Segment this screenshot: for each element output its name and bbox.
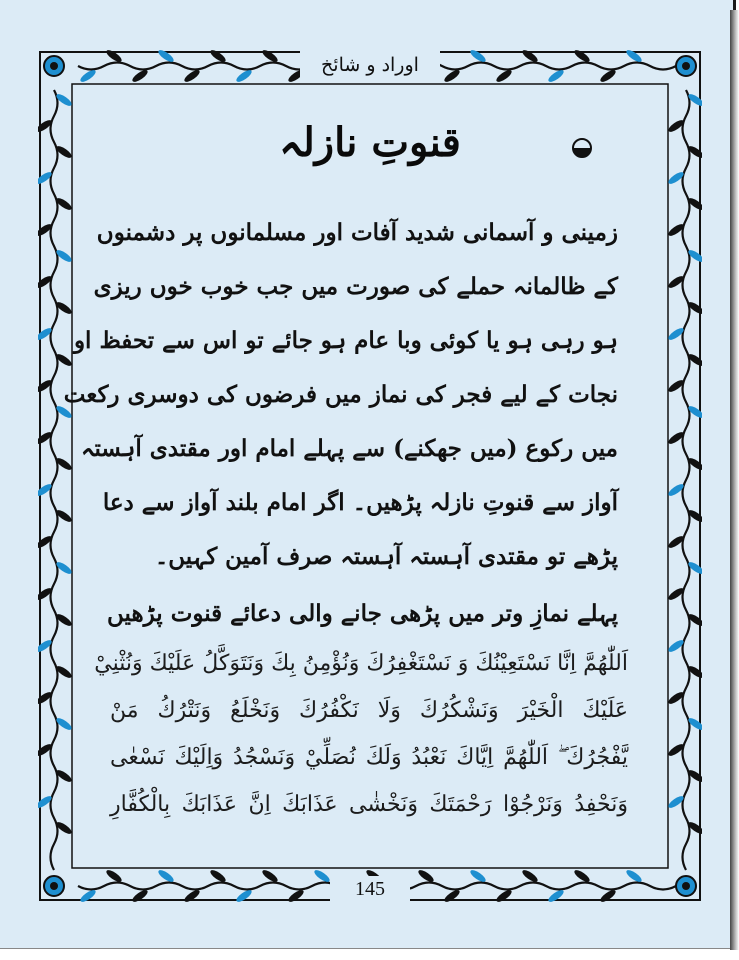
body-line: آواز سے قنوتِ نازلہ پڑھیں۔ اگر امام بلند آواز سے دعا [102, 489, 618, 516]
body-line: نجات کے لیے فجر کی نماز میں فرضوں کی دوسری رکعت [63, 381, 618, 408]
dua-subheading: پہلے نمازِ وتر میں پڑھی جانے والی دعائے قنوت پڑھیں [107, 600, 618, 627]
page-number: 145 [330, 876, 410, 902]
dua-line: يَّفْجُرُكَ ۖ اَللّٰهُمَّ اِيَّاكَ نَعْبُدُ وَلَكَ نُصَلِّيْ وَنَسْجُدُ وَاِلَيْكَ نَسْعٰى [110, 745, 628, 770]
dua-line: عَلَيْكَ الْخَيْرَ وَنَشْكُرُكَ وَلَا نَكْفُرُكَ وَنَخْلَعُ وَنَتْرُكُ مَنْ [110, 698, 628, 723]
body-paragraph [63, 206, 618, 584]
body-line: زمینی و آسمانی شدید آفات اور مسلمانوں پر دشمنوں [96, 219, 618, 246]
body-line: کے ظالمانہ حملے کی صورت میں جب خوب خوں ریزی [93, 273, 618, 300]
section-bullet-icon [572, 138, 592, 158]
page-edge-shadow [730, 10, 739, 950]
dua-text [94, 640, 628, 828]
book-title: اوراد و شائخ [300, 48, 440, 82]
body-line: ہو رہی ہو یا کوئی وبا عام ہو جائے تو اس سے تحفظ او [73, 327, 618, 354]
body-line: میں رکوع (میں جھکنے) سے پہلے امام اور مقتدی آہستہ [80, 435, 618, 462]
page-heading: قنوتِ نازلہ [279, 119, 461, 166]
dua-line: وَنَحْفِدُ وَنَرْجُوْا رَحْمَتَكَ وَنَخْشٰى عَذَابَكَ اِنَّ عَذَابَكَ بِالْكُفَّارِ [110, 792, 628, 817]
body-line: پڑھے تو مقتدی آہستہ آہستہ صرف آمین کہیں۔ [154, 543, 618, 570]
dua-line: اَللّٰهُمَّ اِنَّا نَسْتَعِيْنُكَ وَ نَسْتَغْفِرُكَ وَنُؤْمِنُ بِكَ وَنَتَوَكَّلُ عَلَيْكَ وَنُثْنِيْ [94, 651, 628, 676]
